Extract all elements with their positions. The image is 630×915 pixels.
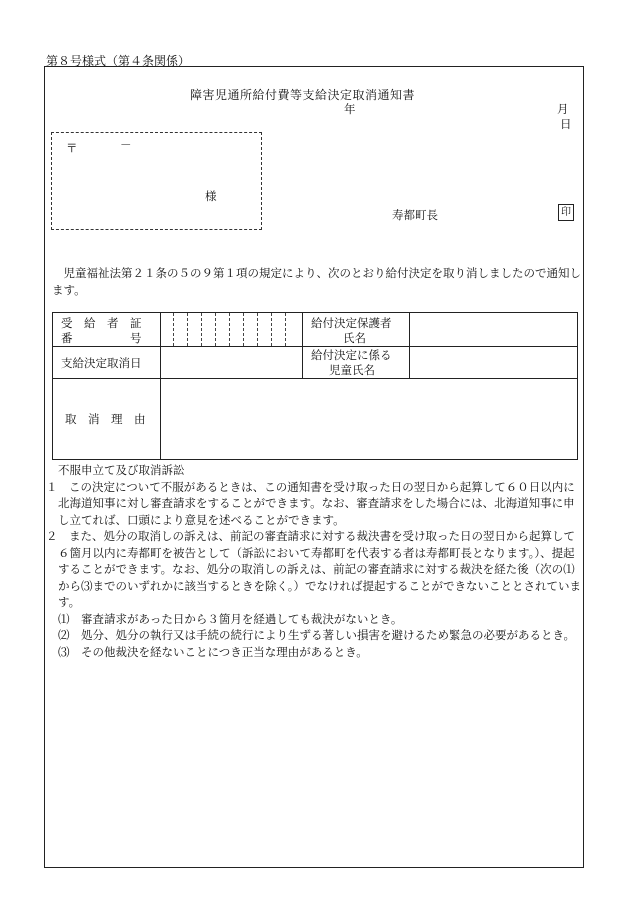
digit-divider — [257, 313, 258, 346]
note-sub-2: ⑵ 処分、処分の執行又は手続の続行により生ずる著しい損害を避けるため緊急の必要があるとき。 — [58, 628, 576, 642]
cancel-reason-label: 取 消 理 由 — [65, 412, 146, 426]
digit-divider — [215, 313, 216, 346]
digit-divider — [187, 313, 188, 346]
document-title: 障害児通所給付費等支給決定取消通知書 — [190, 88, 416, 102]
note-sub-3: ⑶ その他裁決を経ないことにつき正当な理由があるとき。 — [58, 644, 368, 659]
recipient-address-box — [51, 132, 262, 230]
recipient-cert-label: 受 給 者 証 — [61, 316, 142, 330]
child-label: 給付決定に係る — [311, 348, 392, 362]
date-day-label: 日 — [560, 117, 572, 131]
date-month-label: 月 — [557, 102, 569, 116]
digit-divider — [285, 313, 286, 346]
issuer-name: 寿都町長 — [392, 208, 438, 222]
digit-divider — [201, 313, 202, 346]
digit-divider — [229, 313, 230, 346]
table-col-divider — [302, 313, 303, 378]
table-col-divider — [160, 313, 161, 459]
postal-mark: 〒 — [66, 141, 78, 155]
date-year-label: 年 — [344, 102, 356, 116]
note-sub-1: ⑴ 審査請求があった日から３箇月を経過しても裁決がないとき。 — [58, 611, 403, 626]
cancel-date-label: 支給決定取消日 — [61, 356, 142, 370]
notes-heading: 不服申立て及び取消訴訟 — [58, 463, 185, 477]
recipient-number-label: 番 号 — [61, 331, 142, 345]
postal-code-dash: － — [120, 138, 132, 152]
appeal-notes — [46, 462, 582, 660]
form-number-label: 第８号様式（第４条関係） — [46, 54, 191, 68]
digit-divider — [173, 313, 174, 346]
intro-paragraph: 児童福祉法第２１条の５の９第１項の規定により、次のとおり給付決定を取り消しましたので通知します。 — [52, 266, 581, 297]
info-table — [52, 312, 578, 460]
table-col-divider — [409, 313, 410, 378]
note-item-2: ２ また、処分の取消しの訴えは、前記の審査請求に対する裁決書を受け取った日の翌日から起算して６箇月以内に寿都町を被告として（訴訟において寿都町を代表する者は寿都町長となります。）、提起することができます。なお、処分の取消しの訴えは、前記の審査請求に対する裁決を経た後（次の⑴から⑶までのいずれかに該当するときを除く。）でなければ提起することができないこととされています。 — [46, 529, 582, 609]
recipient-honorific: 様 — [205, 189, 217, 203]
guardian-name-label: 氏名 — [343, 331, 366, 345]
note-item-1: １ この決定について不服があるときは、この通知書を受け取った日の翌日から起算して６０日以内に北海道知事に対し審査請求をすることができます。なお、審査請求をした場合には、北海道知事に申し立てれば、口頭により意見を述べることができます。 — [46, 479, 575, 527]
child-name-label: 児童氏名 — [329, 363, 375, 377]
digit-divider — [271, 313, 272, 346]
seal-mark: 印 — [558, 204, 574, 221]
digit-divider — [243, 313, 244, 346]
table-row-divider — [53, 378, 577, 379]
guardian-label: 給付決定保護者 — [311, 316, 392, 330]
